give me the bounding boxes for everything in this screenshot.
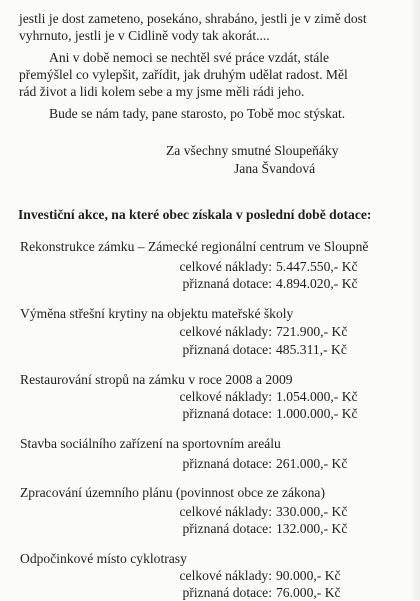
row-label: celkové náklady: — [179, 324, 272, 339]
row-label: celkové náklady: — [179, 259, 272, 274]
row-value: 5.447.550,- Kč — [276, 259, 358, 274]
section-heading: Investiční akce, na které obec získala v poslední době dotace: — [18, 207, 372, 222]
row-value: 1.000.000,- Kč — [276, 406, 358, 421]
letter-line: Bude se nám tady, pane starosto, po Tobě moc stýskat. — [49, 106, 346, 121]
row-label: přiznaná dotace: — [182, 456, 272, 471]
row-value: 132.000,- Kč — [276, 521, 348, 536]
row-value: 721.900,- Kč — [276, 324, 348, 339]
project-title: Rekonstrukce zámku – Zámecké regionální centrum ve Sloupně — [20, 239, 369, 254]
project-title: Odpočinkové místo cyklotrasy — [20, 551, 187, 566]
row-value: 1.054.000,- Kč — [276, 389, 358, 404]
row-label: přiznaná dotace: — [182, 406, 272, 421]
row-value: 330.000,- Kč — [276, 504, 348, 519]
signature-line: Za všechny smutné Sloupeňáky — [166, 143, 339, 158]
letter-line: přemýšlel co vylepšit, zařídit, jak druhým udělat radost. Měl — [19, 67, 348, 82]
row-label: přiznaná dotace: — [182, 342, 272, 357]
row-value: 485.311,- Kč — [276, 342, 347, 357]
row-label: přiznaná dotace: — [182, 585, 272, 600]
project-title: Restaurování stropů na zámku v roce 2008 a 2009 — [20, 372, 293, 387]
project-title: Stavba sociálního zařízení na sportovním areálu — [20, 436, 281, 451]
row-value: 261.000,- Kč — [276, 456, 348, 471]
row-value: 4.894.020,- Kč — [276, 276, 358, 291]
letter-line: Ani v době nemoci se nechtěl své práce vzdát, stále — [49, 50, 330, 65]
row-label: celkové náklady: — [179, 389, 272, 404]
letter-line: jestli je dost zameteno, posekáno, shrabáno, jestli je v zimě dost — [19, 11, 367, 26]
row-label: celkové náklady: — [179, 504, 272, 519]
signature-name: Jana Švandová — [234, 161, 316, 176]
letter-line: vyhrnuto, jestli je v Cidlině vody tak akorát.... — [19, 28, 270, 43]
row-value: 76.000,- Kč — [276, 585, 341, 600]
row-label: přiznaná dotace: — [182, 276, 272, 291]
project-title: Výměna střešní krytiny na objektu mateřské školy — [20, 306, 294, 321]
project-title: Zpracování územního plánu (povinnost obce ze zákona) — [20, 485, 325, 500]
row-label: celkové náklady: — [179, 568, 272, 583]
row-value: 90.000,- Kč — [276, 568, 341, 583]
row-label: přiznaná dotace: — [182, 521, 272, 536]
letter-line: rád život a lidi kolem sebe a my jsme měli rádi jeho. — [19, 84, 305, 99]
